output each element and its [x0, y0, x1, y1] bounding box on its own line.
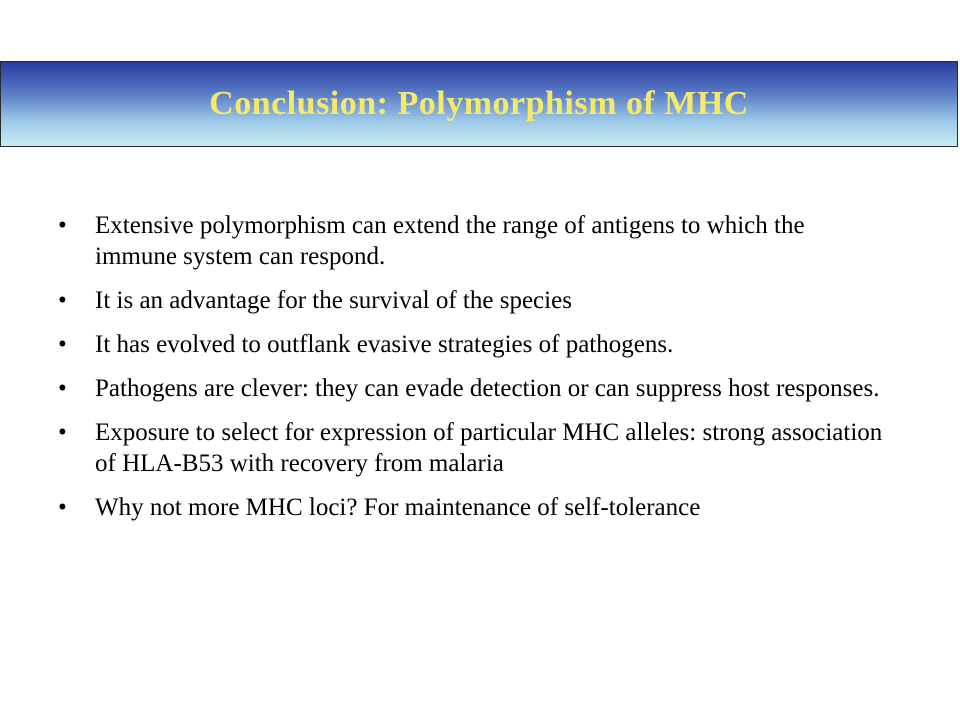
- bullet-icon: •: [58, 375, 67, 402]
- bullet-icon: •: [58, 494, 67, 521]
- bullet-text: Pathogens are clever: they can evade detection or can suppress host responses.: [95, 375, 880, 402]
- bullet-icon: •: [58, 419, 67, 446]
- bullet-item: [58, 417, 888, 479]
- bullet-icon: •: [58, 331, 67, 358]
- bullet-text: It has evolved to outflank evasive strategies of pathogens.: [95, 331, 674, 358]
- bullet-text: It is an advantage for the survival of the species: [95, 287, 572, 314]
- title-bar: [0, 61, 958, 147]
- bullet-icon: •: [58, 212, 67, 239]
- bullet-text: Exposure to select for expression of particular MHC alleles: strong association of HLA-B53 with recovery from malaria: [95, 419, 883, 477]
- bullet-item: [58, 329, 888, 360]
- bullet-icon: •: [58, 287, 67, 314]
- bullet-text: Why not more MHC loci? For maintenance of self-tolerance: [95, 494, 701, 521]
- bullet-item: [58, 210, 888, 272]
- bullet-item: [58, 492, 888, 523]
- bullet-text: Extensive polymorphism can extend the range of antigens to which the immune system can respond.: [95, 212, 805, 270]
- bullet-list: [58, 210, 888, 536]
- bullet-item: [58, 373, 888, 404]
- slide-title: Conclusion: Polymorphism of MHC: [209, 85, 749, 122]
- bullet-item: [58, 285, 888, 316]
